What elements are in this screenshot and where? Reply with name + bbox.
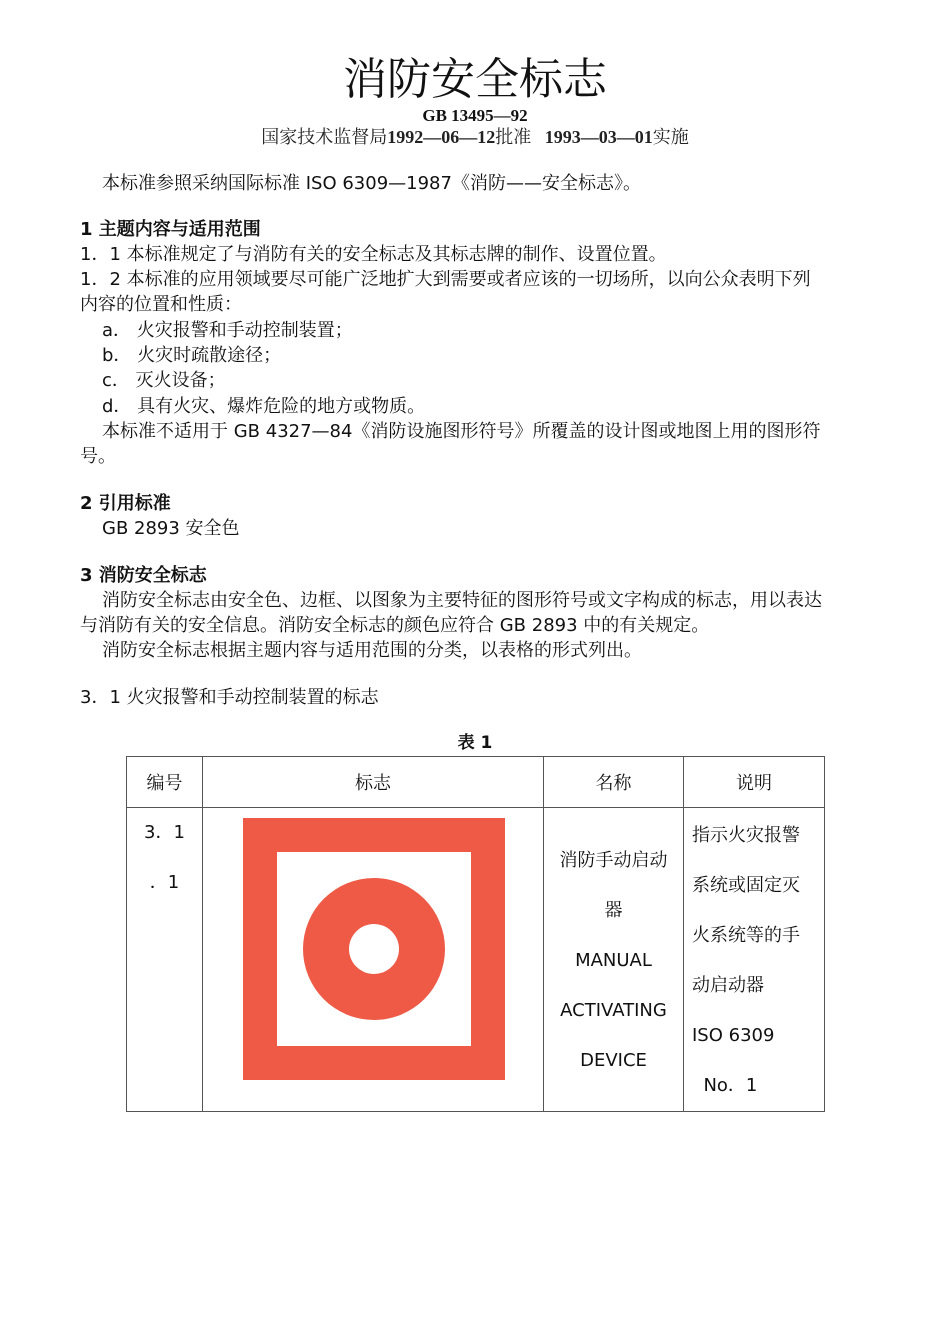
list-item-a: a． 火灾报警和手动控制装置； [102,320,353,341]
table-caption: 表 1 [457,733,493,753]
document-title: 消防安全标志 [343,54,607,105]
header-sign: 标志 [203,757,544,808]
name-line: 器 [604,900,623,921]
header-description: 说明 [684,757,825,808]
section-3-p1-line1: 消防安全标志由安全色、边框、以图象为主要特征的图形符号或文字构成的标志，用以表达 [102,590,822,611]
name-line: DEVICE [580,1050,647,1071]
name-line: 消防手动启动 [559,850,668,871]
approval-date: 1992—06—12 [387,127,496,147]
description-line: 火系统等的手 [692,925,800,946]
list-item-c: c． 灭火设备； [102,370,226,391]
approval-prefix: 国家技术监督局 [261,127,388,147]
description-line: 指示火灾报警 [692,825,800,846]
section-3-1-heading: 3．1 火灾报警和手动控制装置的标志 [80,687,379,708]
section-1-2-line2: 内容的位置和性质： [80,294,242,315]
header-name: 名称 [544,757,684,808]
table-row [127,808,825,1112]
section-1-2-line1: 1．2 本标准的应用领域要尽可能广泛地扩大到需要或者应该的一切场所，以向公众表明下列 [80,269,811,290]
standard-code: GB 13495—92 [422,106,528,125]
table-header-row [127,757,825,808]
header-number: 编号 [127,757,203,808]
row-number [127,808,203,1112]
row-number-line2: ．1 [149,872,180,893]
row-sign-cell [203,808,544,1112]
section-2-heading: 2 引用标准 [80,493,171,514]
section-3-heading: 3 消防安全标志 [80,565,207,586]
list-item-d: d． 具有火灾、爆炸危险的地方或物质。 [102,396,426,417]
row-number-line1: 3．1 [144,822,185,843]
name-line: ACTIVATING [560,1000,667,1021]
name-line: MANUAL [575,950,652,971]
section-1-1: 1．1 本标准规定了与消防有关的安全标志及其标志牌的制作、设置位置。 [80,244,667,265]
intro-paragraph: 本标准参照采纳国际标准 ISO 6309—1987《消防——安全标志》。 [102,173,641,194]
row-name [544,808,684,1112]
signs-table [126,756,825,1112]
effective-word: 实施 [652,127,689,147]
scope-exclusion-line2: 号。 [80,446,116,467]
effective-date: 1993—03—01 [544,127,653,147]
approval-word: 批准 [495,127,532,147]
description-line: 系统或固定灭 [692,875,800,896]
section-3-p2: 消防安全标志根据主题内容与适用范围的分类，以表格的形式列出。 [102,640,642,661]
row-description [684,808,825,1112]
list-item-b: b． 火灾时疏散途径； [102,345,282,366]
section-3-p1-line2: 与消防有关的安全信息。消防安全标志的颜色应符合 GB 2893 中的有关规定。 [80,615,710,636]
reference-gb2893: GB 2893 安全色 [102,518,240,539]
description-line: No．1 [692,1075,758,1096]
approval-line [0,126,950,148]
description-line: ISO 6309 [692,1025,775,1046]
sign-center-hole [349,924,399,974]
manual-activating-device-sign-icon [243,818,505,1080]
section-1-heading: 1 主题内容与适用范围 [80,219,261,240]
description-line: 动启动器 [692,975,764,996]
scope-exclusion-line1: 本标准不适用于 GB 4327—84《消防设施图形符号》所覆盖的设计图或地图上用的图形符 [102,421,821,442]
